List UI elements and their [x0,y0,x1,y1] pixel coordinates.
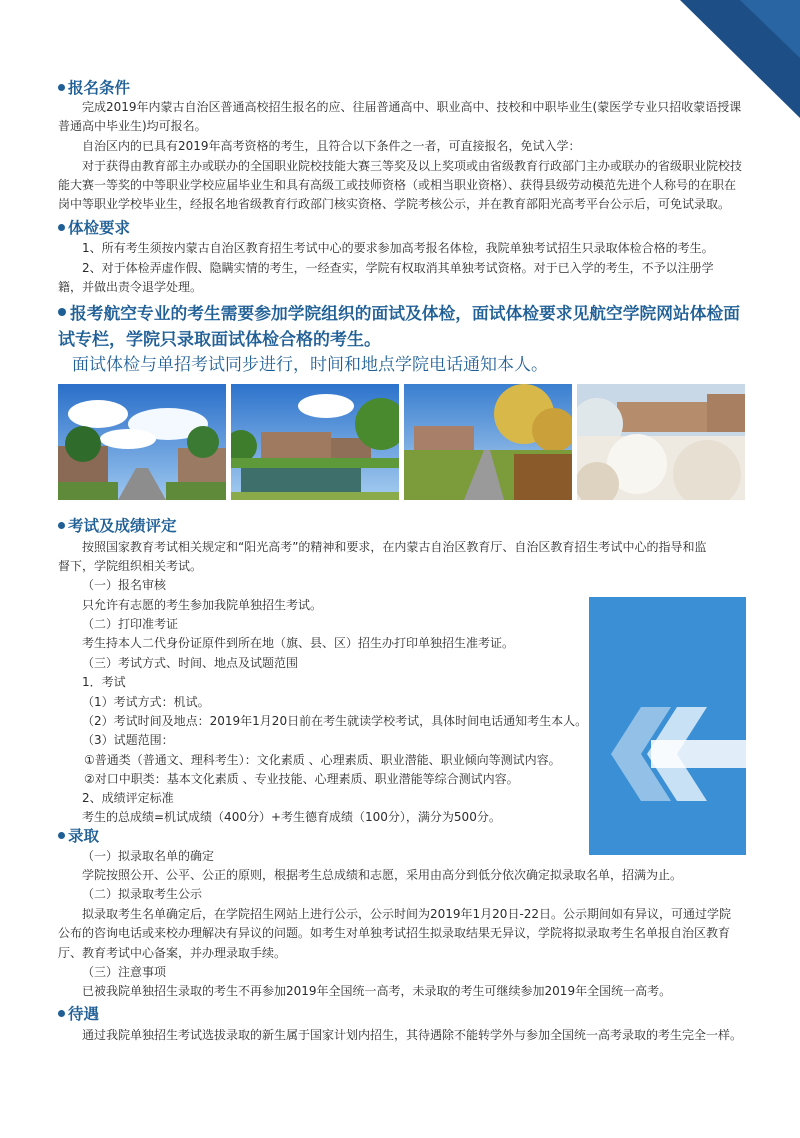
exam-text: 督下，学院组织相关考试。 [58,559,203,573]
exam-text: ②对口中职类：基本文化素质 、专业技能、心理素质、职业潜能等综合测试内容。 [84,772,519,786]
section-title-physical: 体检要求 [58,218,130,238]
bullet-icon [58,84,65,91]
registration-text: 完成2019年内蒙古自治区普通高校招生报名的应、往届普通高中、职业高中、技校和中职毕业生(蒙医学专业只招收蒙语授课 [82,100,742,114]
exam-text: 考生持本人二代身份证原件到所在地（旗、县、区）招生办打印单独招生准考证。 [82,636,515,650]
exam-text: 1．考试 [82,675,126,689]
exam-text: 考生的总成绩=机试成绩（400分）+考生德育成绩（100分），满分为500分。 [82,810,501,824]
bullet-icon [58,308,66,316]
admission-subheading: （三）注意事项 [82,965,167,979]
exam-subheading: （一）报名审核 [82,578,167,592]
double-left-arrow-icon [589,597,746,855]
physical-text: 籍，并做出责令退学处理。 [58,280,203,294]
admission-text: 厅、教育考试中心备案，并办理录取手续。 [58,946,287,960]
admission-text: 拟录取考生名单确定后，在学院招生网站上进行公示，公示时间为2019年1月20日-22日。公示期间如有异议，可通过学院 [82,907,732,921]
admission-subheading: （一）拟录取名单的确定 [82,849,215,863]
exam-text: （3）试题范围： [82,733,174,747]
section-title-registration: 报名条件 [58,78,130,98]
registration-text: 能大赛一等奖的中等职业学校应届毕业生和具有高级工或技师资格（或相当职业资格）、获得县级劳动模范先进个人称号的在职在 [58,178,737,192]
campus-lake-photo [231,384,399,500]
aviation-notice: 试专栏，学院只录取面试体检合格的考生。 [58,330,381,350]
physical-text: 2、对于体检弄虚作假、隐瞒实情的考生，一经查实，学院有权取消其单独考试资格。对于已入学的考生，不予以注册学 [82,261,714,275]
admission-text: 学院按照公开、公平、公正的原则，根据考生总成绩和志愿，采用由高分到低分依次确定拟录取名单，招满为止。 [82,868,683,882]
bullet-icon [58,522,65,529]
section-title-admission: 录取 [58,826,99,846]
physical-text: 1、所有考生须按内蒙古自治区教育招生考试中心的要求参加高考报名体检，我院单独考试招生只录取体检合格的考生。 [82,241,714,255]
decorative-panel [589,597,746,855]
admission-text: 公布的咨询电话或来校办理解决有异议的问题。如考生对单独考试招生拟录取结果无异议，学院将拟录取考生名单报自治区教育 [58,926,731,940]
bullet-icon [58,832,65,839]
registration-text: 岗中等职业学校毕业生，经报名地省级教育行政部门核实资格、学院考核公示，并在教育部阳光高考平台公示后，可免试录取。 [58,197,731,211]
exam-text: 按照国家教育考试相关规定和“阳光高考”的精神和要求，在内蒙古自治区教育厅、自治区教育招生考试中心的指导和监 [82,540,707,554]
bullet-icon [58,1010,65,1017]
exam-subheading: （二）打印准考证 [82,617,179,631]
registration-text: 自治区内的已具有2019年高考资格的考生，且符合以下条件之一者，可直接报名，免试入学： [82,139,581,153]
registration-text: 对于获得由教育部主办或联办的全国职业院校技能大赛三等奖及以上奖项或由省级教育行政部门主办或联办的省级职业院校技 [82,159,743,173]
exam-text: 只允许有志愿的考生参加我院单独招生考试。 [82,598,323,612]
exam-text: （2）考试时间及地点：2019年1月20日前在考生就读学校考试，具体时间电话通知考生本人。 [82,714,588,728]
campus-snow-photo [577,384,745,500]
admission-text: 已被我院单独招生录取的考生不再参加2019年全国统一高考，未录取的考生可继续参加2019年全国统一高考。 [82,984,672,998]
treatment-text: 通过我院单独招生考试选拔录取的新生属于国家计划内招生，其待遇除不能转学外与参加全国统一高考录取的考生完全一样。 [82,1028,743,1042]
section-title-exam: 考试及成绩评定 [58,516,177,536]
exam-text: ①普通类（普通文、理科考生）：文化素质 、心理素质、职业潜能、职业倾向等测试内容。 [84,753,561,767]
section-title-treatment: 待遇 [58,1004,99,1024]
aviation-notice: 报考航空专业的考生需要参加学院组织的面试及体检，面试体检要求见航空学院网站体检面 [58,300,748,326]
exam-text: （1）考试方式：机试。 [82,695,210,709]
campus-path-photo [404,384,572,500]
admission-subheading: （二）拟录取考生公示 [82,887,203,901]
registration-text: 普通高中毕业生)均可报名。 [58,119,207,133]
exam-subheading: 2、成绩评定标准 [82,791,174,805]
campus-road-photo [58,384,226,500]
bullet-icon [58,224,65,231]
exam-subheading: （三）考试方式、时间、地点及试题范围 [82,656,299,670]
aviation-subnotice: 面试体检与单招考试同步进行，时间和地点学院电话通知本人。 [72,355,548,375]
